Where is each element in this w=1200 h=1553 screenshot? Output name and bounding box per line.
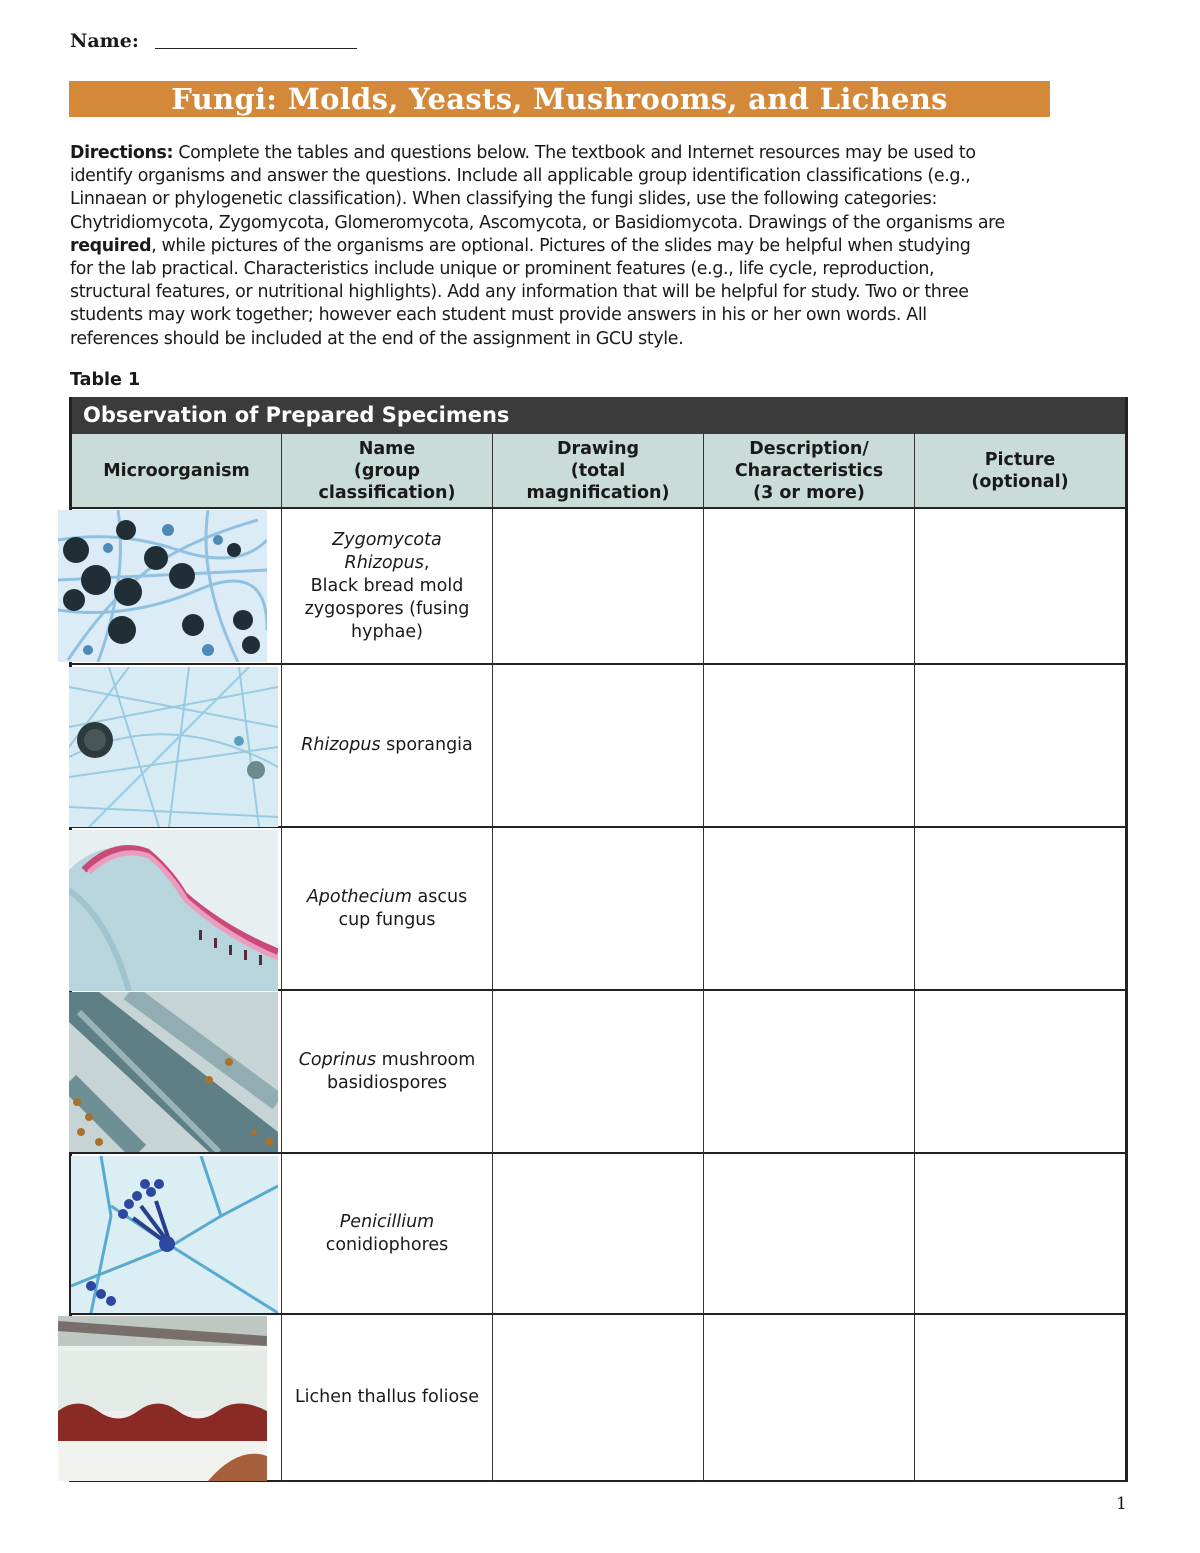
document-title: Fungi: Molds, Yeasts, Mushrooms, and Lichens (69, 81, 1050, 117)
drawing-cell[interactable] (493, 509, 704, 665)
description-cell[interactable] (704, 828, 915, 991)
directions-line: , while pictures of the organisms are optional. Pictures of the slides may be helpful when studying (151, 235, 971, 256)
rhizopus-sporangia-image (69, 667, 278, 827)
col-header-text: Name (358, 438, 416, 459)
name-cell (282, 828, 493, 991)
col-header-drawing (493, 434, 704, 509)
name-cell (282, 1154, 493, 1315)
directions-label: Directions: (70, 143, 174, 163)
col-header-text: (optional) (971, 471, 1069, 492)
common-name: Black bread mold (310, 575, 464, 596)
name-cell: Zygomycota Rhizopus, Black bread mold zygospores (fusing hyphae) (282, 509, 493, 665)
drawing-cell[interactable] (493, 1154, 704, 1315)
col-header-text: magnification) (526, 482, 670, 503)
directions-line: Linnaean or phylogenetic classification). When classifying the fungi slides, use the following categories: (70, 189, 938, 210)
genus-name: Penicillium (339, 1211, 435, 1232)
col-header-text: classification) (318, 482, 456, 503)
directions-line: structural features, or nutritional highlights). Add any information that will be helpful for study. Two or three (70, 282, 969, 303)
drawing-cell[interactable] (493, 665, 704, 828)
table-section-title: Observation of Prepared Specimens (69, 397, 1128, 434)
common-name: mushroom (376, 1049, 476, 1070)
description-cell[interactable] (704, 1154, 915, 1315)
directions-line: identify organisms and answer the questions. Include all applicable group identification classifications (e.g., (70, 166, 971, 187)
col-header-text: Drawing (556, 438, 640, 459)
genus-name: Rhizopus (301, 735, 381, 755)
table-frame-right (1125, 397, 1128, 1482)
drawing-cell[interactable] (493, 991, 704, 1154)
common-name: hyphae) (351, 621, 423, 642)
name-cell (282, 1315, 493, 1482)
picture-cell[interactable] (915, 828, 1125, 991)
picture-cell[interactable] (915, 1154, 1125, 1315)
col-header-picture (915, 434, 1125, 509)
penicillium-image (71, 1156, 278, 1313)
picture-cell[interactable] (915, 665, 1125, 828)
common-name: zygospores (fusing (304, 598, 470, 619)
col-header-text: (3 or more) (753, 482, 865, 503)
directions-line: Chytridiomycota, Zygomycota, Glomeromycota, Ascomycota, or Basidiomycota. Drawings of the organisms are (70, 212, 1005, 233)
table-label: Table 1 (70, 370, 141, 390)
picture-cell[interactable] (915, 509, 1125, 665)
rhizopus-zygospores-image (58, 510, 267, 662)
col-header-text: (group (353, 460, 421, 481)
name-cell (282, 991, 493, 1154)
name-blank[interactable] (155, 31, 357, 49)
description-cell[interactable] (704, 509, 915, 665)
col-header-text: Description/ (749, 438, 869, 459)
col-header-description (704, 434, 915, 509)
col-header-name (282, 434, 493, 509)
page-number: 1 (1116, 1494, 1127, 1514)
genus-name: Zygomycota (332, 529, 442, 550)
col-header-text: Microorganism (103, 460, 250, 481)
description-cell[interactable] (704, 991, 915, 1154)
directions-line: references should be included at the end of the assignment in GCU style. (70, 328, 684, 349)
common-name: cup fungus (338, 909, 436, 930)
directions-line: students may work together; however each student must provide answers in his or her own words. All (70, 305, 927, 326)
common-name: sporangia (380, 735, 473, 755)
common-name: basidiospores (326, 1072, 448, 1093)
genus-name: Apothecium (306, 886, 412, 907)
directions-emphasis: required (70, 235, 152, 256)
description-cell[interactable] (704, 1315, 915, 1482)
name-cell (282, 665, 493, 828)
col-header-text: Picture (984, 449, 1056, 470)
directions-block (70, 142, 1138, 351)
apothecium-image (69, 830, 278, 991)
col-header-text: (total (570, 460, 626, 481)
col-header-text: Characteristics (734, 460, 884, 481)
name-field-line (70, 30, 357, 52)
genus-name: Coprinus (298, 1049, 377, 1070)
col-header-microorganism (72, 434, 282, 509)
coprinus-image (69, 992, 278, 1152)
drawing-cell[interactable] (493, 828, 704, 991)
common-name: Lichen thallus foliose (294, 1387, 480, 1407)
name-label: Name: (70, 30, 139, 52)
description-cell[interactable] (704, 665, 915, 828)
directions-line: for the lab practical. Characteristics include unique or prominent features (e.g., life cycle, reproduction, (70, 259, 935, 280)
directions-line: Complete the tables and questions below. The textbook and Internet resources may be used to (178, 143, 976, 163)
lichen-image (58, 1316, 267, 1481)
picture-cell[interactable] (915, 1315, 1125, 1482)
drawing-cell[interactable] (493, 1315, 704, 1482)
genus-name: Rhizopus (344, 552, 424, 573)
common-name: ascus (411, 886, 468, 907)
picture-cell[interactable] (915, 991, 1125, 1154)
common-name: conidiophores (325, 1234, 449, 1255)
